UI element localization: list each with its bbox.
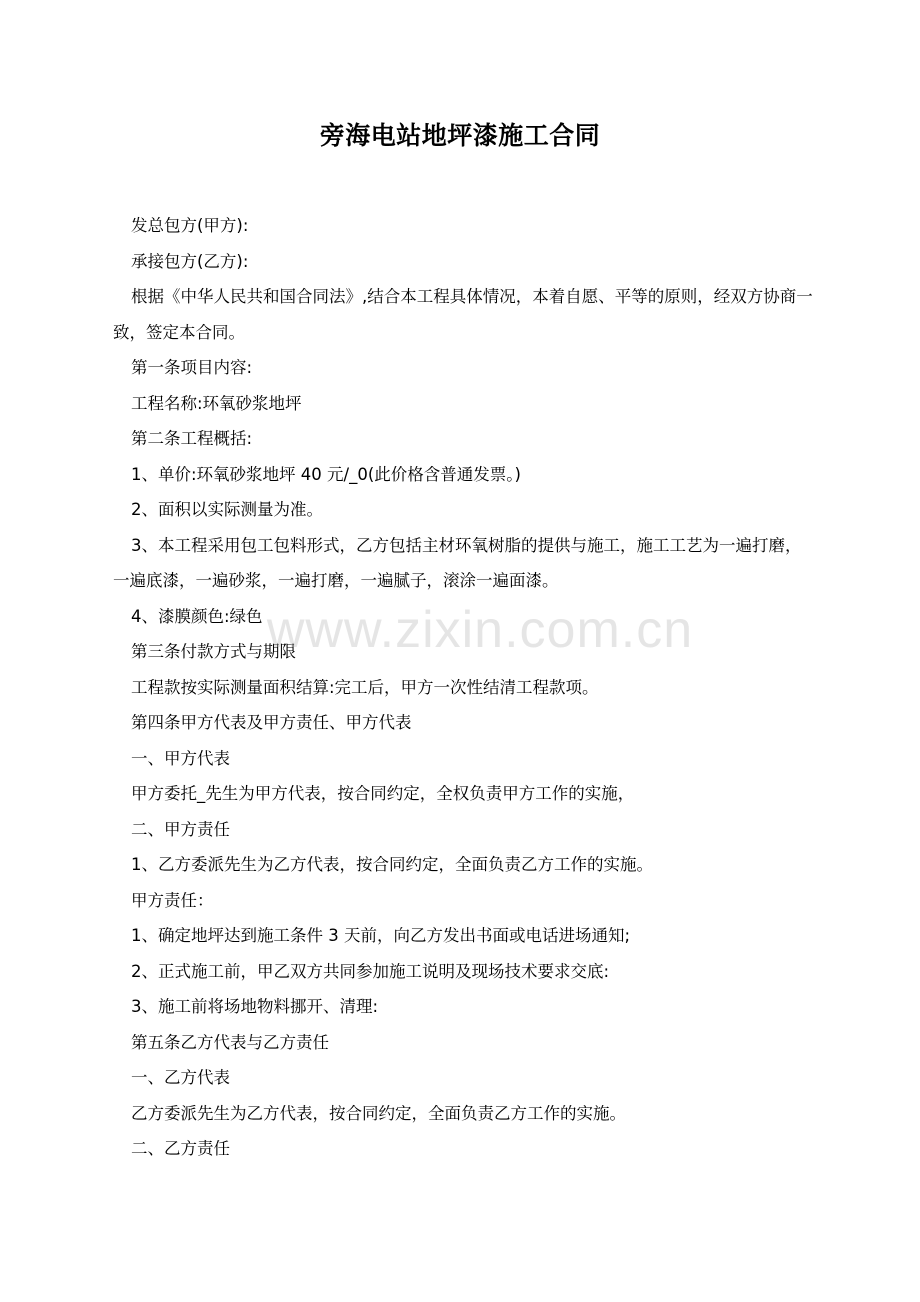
party-b-rep-line-2: 乙方委派先生为乙方代表，按合同约定，全面负责乙方工作的实施。 [131, 1103, 626, 1123]
party-a-duty-1: 1、确定地坪达到施工条件 3 天前，向乙方发出书面或电话进场通知; [131, 926, 631, 945]
article-2-heading: 第二条工程概括: [131, 429, 253, 448]
party-a-duty-label: 甲方责任： [131, 890, 214, 910]
party-a-duty-3: 3、施工前将场地物料挪开、清理: [131, 997, 379, 1016]
party-a-duty-2: 2、正式施工前，甲乙双方共同参加施工说明及现场技术要求交底: [131, 961, 610, 981]
page-title: 旁海电站地坪漆施工合同 [319, 121, 601, 150]
party-a-line: 发总包方(甲方): [131, 216, 249, 235]
article-3-heading: 第三条付款方式与期限 [131, 642, 296, 661]
party-a-rep-heading: 一、甲方代表 [131, 748, 230, 768]
preamble-paragraph: 根据《中华人民共和国合同法》,结合本工程具体情况，本着自愿、平等的原则，经双方协商一致，签定本合同。 [113, 287, 813, 342]
party-b-rep-line-1: 1、乙方委派先生为乙方代表，按合同约定，全面负责乙方工作的实施。 [131, 855, 653, 874]
unit-price-line: 1、单价:环氧砂浆地坪 40 元/_0(此价格含普通发票。) [131, 464, 521, 484]
party-a-rep-line: 甲方委托_先生为甲方代表，按合同约定，全权负责甲方工作的实施， [131, 784, 635, 803]
party-b-rep-heading: 一、乙方代表 [131, 1068, 230, 1087]
paint-color-line: 4、漆膜颜色:绿色 [131, 606, 263, 626]
document-body [113, 208, 813, 1167]
article-4-heading: 第四条甲方代表及甲方责任、甲方代表 [131, 713, 412, 732]
payment-line: 工程款按实际测量面积结算:完工后，甲方一次性结清工程款项。 [131, 677, 599, 697]
construction-method-paragraph: 3、本工程采用包工包料形式，乙方包括主材环氧树脂的提供与施工，施工工艺为一遍打磨，一遍底漆，一遍砂浆，一遍打磨，一遍腻子，滚涂一遍面漆。 [113, 535, 802, 590]
article-1-heading: 第一条项目内容: [131, 358, 253, 377]
area-line: 2、面积以实际测量为准。 [131, 500, 323, 519]
party-b-line: 承接包方(乙方): [131, 251, 249, 271]
party-a-duty-heading: 二、甲方责任 [131, 819, 230, 839]
article-5-heading: 第五条乙方代表与乙方责任 [131, 1032, 329, 1052]
project-name-line: 工程名称:环氧砂浆地坪 [131, 393, 302, 413]
party-b-duty-heading: 二、乙方责任 [131, 1139, 230, 1158]
watermark-text: www.zixin.com.cn [266, 601, 694, 659]
